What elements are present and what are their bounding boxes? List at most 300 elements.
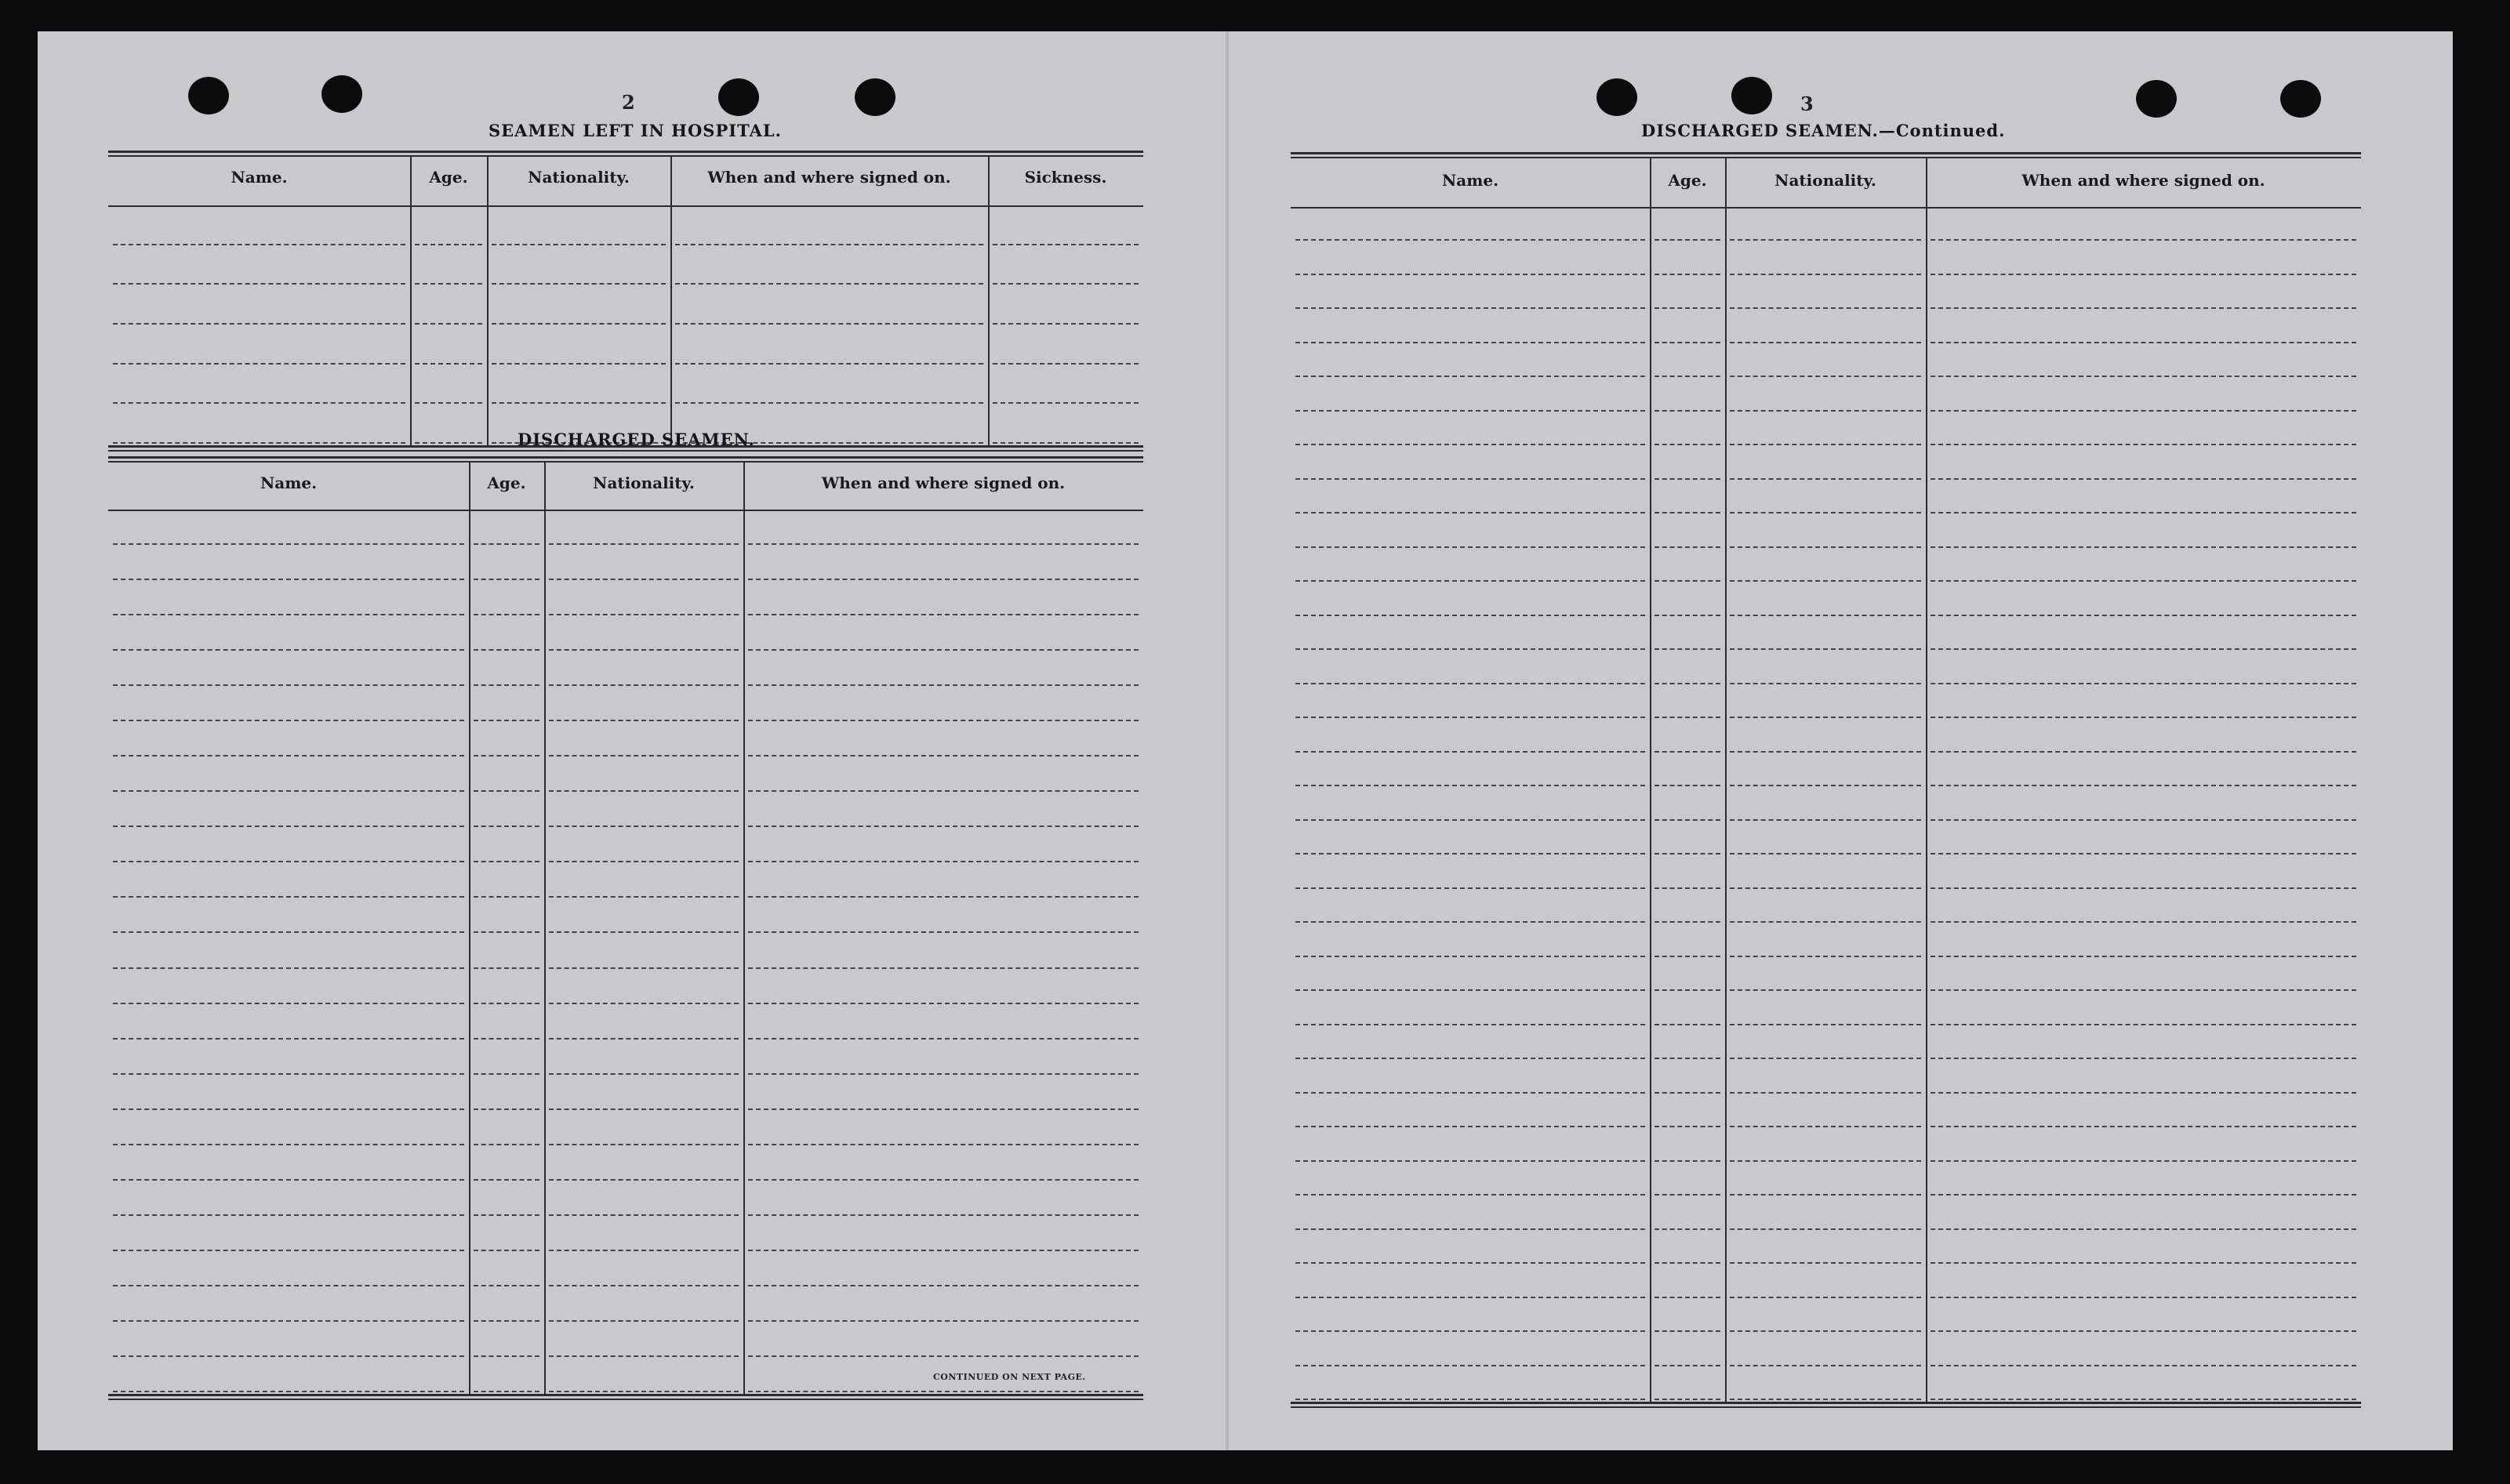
ruled-line [113, 363, 405, 365]
ruled-line [474, 1320, 539, 1322]
continued-note: CONTINUED ON NEXT PAGE. [933, 1372, 1086, 1382]
ruled-line [1655, 1228, 1720, 1230]
ruled-line [993, 244, 1139, 245]
ruled-line [1655, 615, 1720, 616]
ruled-line [549, 684, 739, 686]
column-divider [1650, 158, 1651, 1403]
ruled-line [113, 967, 464, 969]
column-header-nationality: Nationality. [1774, 171, 1876, 190]
ruled-line [1655, 887, 1720, 889]
ruled-line [549, 1250, 739, 1251]
ruled-line [1730, 853, 1921, 854]
header-rule [1291, 207, 2361, 209]
ruled-line [1655, 580, 1720, 582]
ruled-line [1931, 444, 2356, 445]
ruled-line [748, 614, 1139, 615]
ruled-line [1730, 683, 1921, 684]
column-divider [1725, 158, 1727, 1403]
ruled-line [474, 931, 539, 933]
ruled-line [1655, 546, 1720, 548]
ruled-line [1931, 1058, 2356, 1059]
ruled-line [1931, 921, 2356, 923]
ruled-line [474, 543, 539, 545]
ruled-line [474, 896, 539, 898]
ruled-line [1295, 546, 1645, 548]
ruled-line [1730, 1297, 1921, 1298]
ruled-line [492, 402, 666, 404]
ruled-line [549, 896, 739, 898]
ruled-line [1931, 1330, 2356, 1332]
ruled-line [1730, 307, 1921, 309]
ruled-line [748, 1038, 1139, 1040]
column-header-nationality: Nationality. [593, 474, 695, 492]
ruled-line [1730, 580, 1921, 582]
ruled-line [748, 1073, 1139, 1075]
ruled-line [415, 363, 482, 365]
ruled-line [1655, 956, 1720, 957]
column-header-age: Age. [487, 474, 526, 492]
ruled-line [474, 967, 539, 969]
ruled-line [675, 323, 983, 325]
ruled-line [415, 402, 482, 404]
ruled-line [1931, 478, 2356, 480]
ruled-line [1295, 717, 1645, 718]
ruled-line [113, 720, 464, 721]
ruled-line [1730, 751, 1921, 753]
ruled-line [748, 720, 1139, 721]
ruled-line [549, 931, 739, 933]
ruled-line [1730, 444, 1921, 445]
ruled-line [1730, 1399, 1921, 1400]
ruled-line [1655, 1399, 1720, 1400]
ruled-line [1931, 342, 2356, 343]
ruled-line [1295, 1228, 1645, 1230]
column-divider [1926, 158, 1927, 1403]
ledger-sheet [38, 31, 2453, 1450]
ruled-line [1730, 1228, 1921, 1230]
ruled-line [1730, 1330, 1921, 1332]
ruled-line [1931, 751, 2356, 753]
ruled-line [1655, 853, 1720, 854]
ruled-line [474, 1391, 539, 1392]
ruled-line [1295, 580, 1645, 582]
ruled-line [1931, 648, 2356, 650]
ruled-line [748, 896, 1139, 898]
ruled-line [474, 1144, 539, 1145]
column-header-signed-on: When and where signed on. [821, 474, 1066, 492]
ruled-line [549, 579, 739, 580]
ruled-line [1295, 307, 1645, 309]
hospital-table [108, 151, 1143, 453]
ruled-line [549, 614, 739, 615]
ruled-line [1931, 1262, 2356, 1264]
ruled-line [549, 1285, 739, 1286]
ruled-line [1730, 512, 1921, 513]
ruled-line [1931, 785, 2356, 786]
ruled-line [492, 323, 666, 325]
ruled-line [1931, 580, 2356, 582]
ruled-line [1730, 239, 1921, 241]
ruled-line [1730, 478, 1921, 480]
ruled-line [748, 1144, 1139, 1145]
table-top-rule [108, 151, 1143, 157]
column-header-age: Age. [1668, 171, 1707, 190]
ruled-line [1655, 410, 1720, 412]
ruled-line [1655, 1194, 1720, 1196]
ruled-line [748, 1355, 1139, 1357]
ruled-line [549, 1320, 739, 1322]
ruled-line [1295, 819, 1645, 821]
ruled-line [1730, 1024, 1921, 1025]
ruled-line [113, 1391, 464, 1392]
ruled-line [1730, 887, 1921, 889]
ruled-line [113, 1214, 464, 1216]
ruled-line [1655, 1160, 1720, 1162]
ruled-line [1655, 274, 1720, 275]
ruled-line [549, 1108, 739, 1110]
ruled-line [474, 1179, 539, 1181]
table-bottom-rule [1291, 1402, 2361, 1408]
hospital-section-title: SEAMEN LEFT IN HOSPITAL. [489, 121, 782, 140]
ruled-line [1730, 989, 1921, 991]
ruled-line [1931, 239, 2356, 241]
punch-hole [2136, 80, 2177, 118]
ruled-line [748, 579, 1139, 580]
ruled-line [474, 1038, 539, 1040]
ruled-line [549, 790, 739, 792]
punch-hole [2280, 80, 2321, 118]
punch-hole [321, 75, 362, 113]
ruled-line [1295, 853, 1645, 854]
ruled-line [1931, 1126, 2356, 1127]
ruled-line [549, 1179, 739, 1181]
ruled-line [1655, 1330, 1720, 1332]
ruled-line [1655, 376, 1720, 377]
ruled-line [1931, 546, 2356, 548]
ruled-line [474, 1250, 539, 1251]
ruled-line [1931, 887, 2356, 889]
ruled-line [549, 1073, 739, 1075]
ruled-line [1295, 1160, 1645, 1162]
ruled-line [1295, 1126, 1645, 1127]
ruled-line [1295, 615, 1645, 616]
page-fold [1226, 31, 1229, 1450]
ruled-line [492, 363, 666, 365]
ruled-line [1931, 1297, 2356, 1298]
column-divider [743, 463, 745, 1395]
ruled-line [549, 543, 739, 545]
ruled-line [748, 684, 1139, 686]
ruled-line [549, 861, 739, 862]
ruled-line [113, 649, 464, 651]
ruled-line [549, 755, 739, 757]
ruled-line [1655, 921, 1720, 923]
ruled-line [1931, 615, 2356, 616]
ruled-line [492, 244, 666, 245]
ruled-line [113, 1003, 464, 1004]
column-divider [544, 463, 546, 1395]
punch-hole [188, 77, 229, 114]
punch-hole [855, 78, 895, 116]
ruled-line [1655, 307, 1720, 309]
ruled-line [474, 790, 539, 792]
ruled-line [1931, 1160, 2356, 1162]
ruled-line [1655, 1058, 1720, 1059]
header-rule [108, 510, 1143, 511]
column-header-name: Name. [260, 474, 318, 492]
ruled-line [1655, 1365, 1720, 1366]
table-top-rule [108, 456, 1143, 463]
punch-hole [1731, 77, 1772, 114]
ruled-line [1931, 989, 2356, 991]
ruled-line [113, 402, 405, 404]
ruled-line [1730, 1058, 1921, 1059]
column-header-name: Name. [1441, 171, 1499, 190]
ruled-line [113, 1144, 464, 1145]
ruled-line [1730, 921, 1921, 923]
ruled-line [1931, 853, 2356, 854]
ruled-line [748, 790, 1139, 792]
ruled-line [1655, 819, 1720, 821]
ruled-line [1655, 342, 1720, 343]
ruled-line [474, 649, 539, 651]
ruled-line [1295, 410, 1645, 412]
ruled-line [415, 244, 482, 245]
ruled-line [1655, 717, 1720, 718]
ruled-line [1730, 1126, 1921, 1127]
ruled-line [549, 720, 739, 721]
ruled-line [1931, 274, 2356, 275]
ruled-line [113, 1073, 464, 1075]
ruled-line [748, 755, 1139, 757]
ruled-line [1295, 1399, 1645, 1400]
ruled-line [1655, 683, 1720, 684]
discharged-continued-title: DISCHARGED SEAMEN.—Continued. [1641, 121, 2006, 140]
ruled-line [1931, 819, 2356, 821]
ruled-line [113, 1250, 464, 1251]
ruled-line [1295, 239, 1645, 241]
ruled-line [474, 1108, 539, 1110]
table-bottom-rule [108, 1394, 1143, 1400]
ruled-line [1931, 1194, 2356, 1196]
ruled-line [1931, 307, 2356, 309]
ruled-line [474, 579, 539, 580]
ruled-line [1730, 1365, 1921, 1366]
ruled-line [1730, 274, 1921, 275]
ruled-line [113, 1038, 464, 1040]
ruled-line [113, 825, 464, 827]
table-top-rule [1291, 152, 2361, 158]
ruled-line [1730, 546, 1921, 548]
ruled-line [1295, 887, 1645, 889]
ruled-line [1730, 615, 1921, 616]
page-number-right: 3 [1800, 93, 1814, 115]
ruled-line [1931, 410, 2356, 412]
ruled-line [1655, 478, 1720, 480]
ruled-line [1295, 274, 1645, 275]
ruled-line [1655, 1092, 1720, 1094]
ruled-line [748, 825, 1139, 827]
ruled-line [1295, 444, 1645, 445]
ruled-line [1295, 956, 1645, 957]
ruled-line [1295, 785, 1645, 786]
ruled-line [1730, 717, 1921, 718]
ruled-line [113, 1179, 464, 1181]
ruled-line [474, 1355, 539, 1357]
ruled-line [113, 579, 464, 580]
ruled-line [1295, 1194, 1645, 1196]
ruled-line [1295, 1297, 1645, 1298]
ruled-line [549, 825, 739, 827]
ruled-line [1730, 819, 1921, 821]
ruled-line [1295, 376, 1645, 377]
column-divider [487, 157, 489, 447]
ruled-line [993, 363, 1139, 365]
ruled-line [113, 244, 405, 245]
ruled-line [675, 363, 983, 365]
ruled-line [1295, 1365, 1645, 1366]
discharged-section-title: DISCHARGED SEAMEN. [518, 430, 755, 449]
ruled-line [113, 790, 464, 792]
ruled-line [492, 283, 666, 285]
ruled-line [1730, 410, 1921, 412]
ruled-line [1730, 376, 1921, 377]
ruled-line [415, 323, 482, 325]
page-number-left: 2 [622, 91, 635, 114]
ruled-line [1931, 376, 2356, 377]
ruled-line [549, 1144, 739, 1145]
ruled-line [474, 720, 539, 721]
ruled-line [113, 1108, 464, 1110]
ruled-line [474, 1003, 539, 1004]
punch-hole [1596, 78, 1637, 116]
ruled-line [748, 1214, 1139, 1216]
ruled-line [113, 684, 464, 686]
ruled-line [748, 1250, 1139, 1251]
ruled-line [993, 283, 1139, 285]
ruled-line [1931, 683, 2356, 684]
ruled-line [474, 755, 539, 757]
discharged-table [108, 456, 1143, 1400]
ruled-line [549, 1038, 739, 1040]
discharged-continued-table [1291, 152, 2361, 1408]
ruled-line [113, 1320, 464, 1322]
ruled-line [1730, 1262, 1921, 1264]
ruled-line [1931, 717, 2356, 718]
ruled-line [1730, 785, 1921, 786]
ruled-line [675, 402, 983, 404]
ruled-line [415, 283, 482, 285]
ruled-line [1655, 785, 1720, 786]
ruled-line [1295, 648, 1645, 650]
ruled-line [1655, 1262, 1720, 1264]
ruled-line [113, 442, 405, 444]
ruled-line [113, 1355, 464, 1357]
column-header-signed-on: When and where signed on. [2021, 171, 2265, 190]
ruled-line [1730, 342, 1921, 343]
ruled-line [748, 649, 1139, 651]
ruled-line [1295, 512, 1645, 513]
ruled-line [415, 442, 482, 444]
ruled-line [1295, 1092, 1645, 1094]
punch-hole [718, 78, 759, 116]
ruled-line [1730, 1092, 1921, 1094]
ruled-line [1931, 1228, 2356, 1230]
ruled-line [113, 861, 464, 862]
ruled-line [1295, 751, 1645, 753]
column-divider [670, 157, 672, 447]
ruled-line [748, 931, 1139, 933]
ruled-line [549, 1355, 739, 1357]
ruled-line [1295, 1330, 1645, 1332]
ruled-line [113, 896, 464, 898]
ruled-line [1295, 989, 1645, 991]
ruled-line [1655, 648, 1720, 650]
ruled-line [748, 967, 1139, 969]
ruled-line [474, 825, 539, 827]
ruled-line [474, 1073, 539, 1075]
ruled-line [1730, 648, 1921, 650]
ruled-line [748, 1391, 1139, 1392]
column-divider [469, 463, 470, 1395]
ruled-line [748, 1108, 1139, 1110]
ruled-line [1295, 1262, 1645, 1264]
ruled-line [675, 283, 983, 285]
ruled-line [1655, 512, 1720, 513]
column-divider [988, 157, 990, 447]
ruled-line [748, 861, 1139, 862]
ruled-line [474, 861, 539, 862]
ruled-line [113, 323, 405, 325]
ruled-line [1931, 956, 2356, 957]
ruled-line [1730, 956, 1921, 957]
ruled-line [549, 1003, 739, 1004]
ruled-line [1655, 989, 1720, 991]
ruled-line [113, 543, 464, 545]
ruled-line [748, 1003, 1139, 1004]
ruled-line [1655, 1024, 1720, 1025]
column-divider [410, 157, 412, 447]
ruled-line [549, 1391, 739, 1392]
ruled-line [474, 684, 539, 686]
ruled-line [1295, 1058, 1645, 1059]
ruled-line [1931, 1024, 2356, 1025]
ruled-line [1730, 1194, 1921, 1196]
ruled-line [474, 614, 539, 615]
column-header-sickness: Sickness. [1024, 168, 1107, 187]
ruled-line [1730, 1160, 1921, 1162]
ruled-line [1655, 751, 1720, 753]
ruled-line [675, 244, 983, 245]
ruled-line [113, 755, 464, 757]
ruled-line [748, 1179, 1139, 1181]
ruled-line [1295, 921, 1645, 923]
ruled-line [993, 442, 1139, 444]
ruled-line [1295, 478, 1645, 480]
ruled-line [549, 967, 739, 969]
ruled-line [993, 402, 1139, 404]
ruled-line [113, 931, 464, 933]
ruled-line [113, 283, 405, 285]
column-header-age: Age. [429, 168, 468, 187]
ruled-line [748, 1285, 1139, 1286]
ruled-line [1295, 683, 1645, 684]
column-header-nationality: Nationality. [528, 168, 630, 187]
ruled-line [113, 1285, 464, 1286]
ruled-line [993, 323, 1139, 325]
column-header-name: Name. [231, 168, 288, 187]
ruled-line [1655, 444, 1720, 445]
